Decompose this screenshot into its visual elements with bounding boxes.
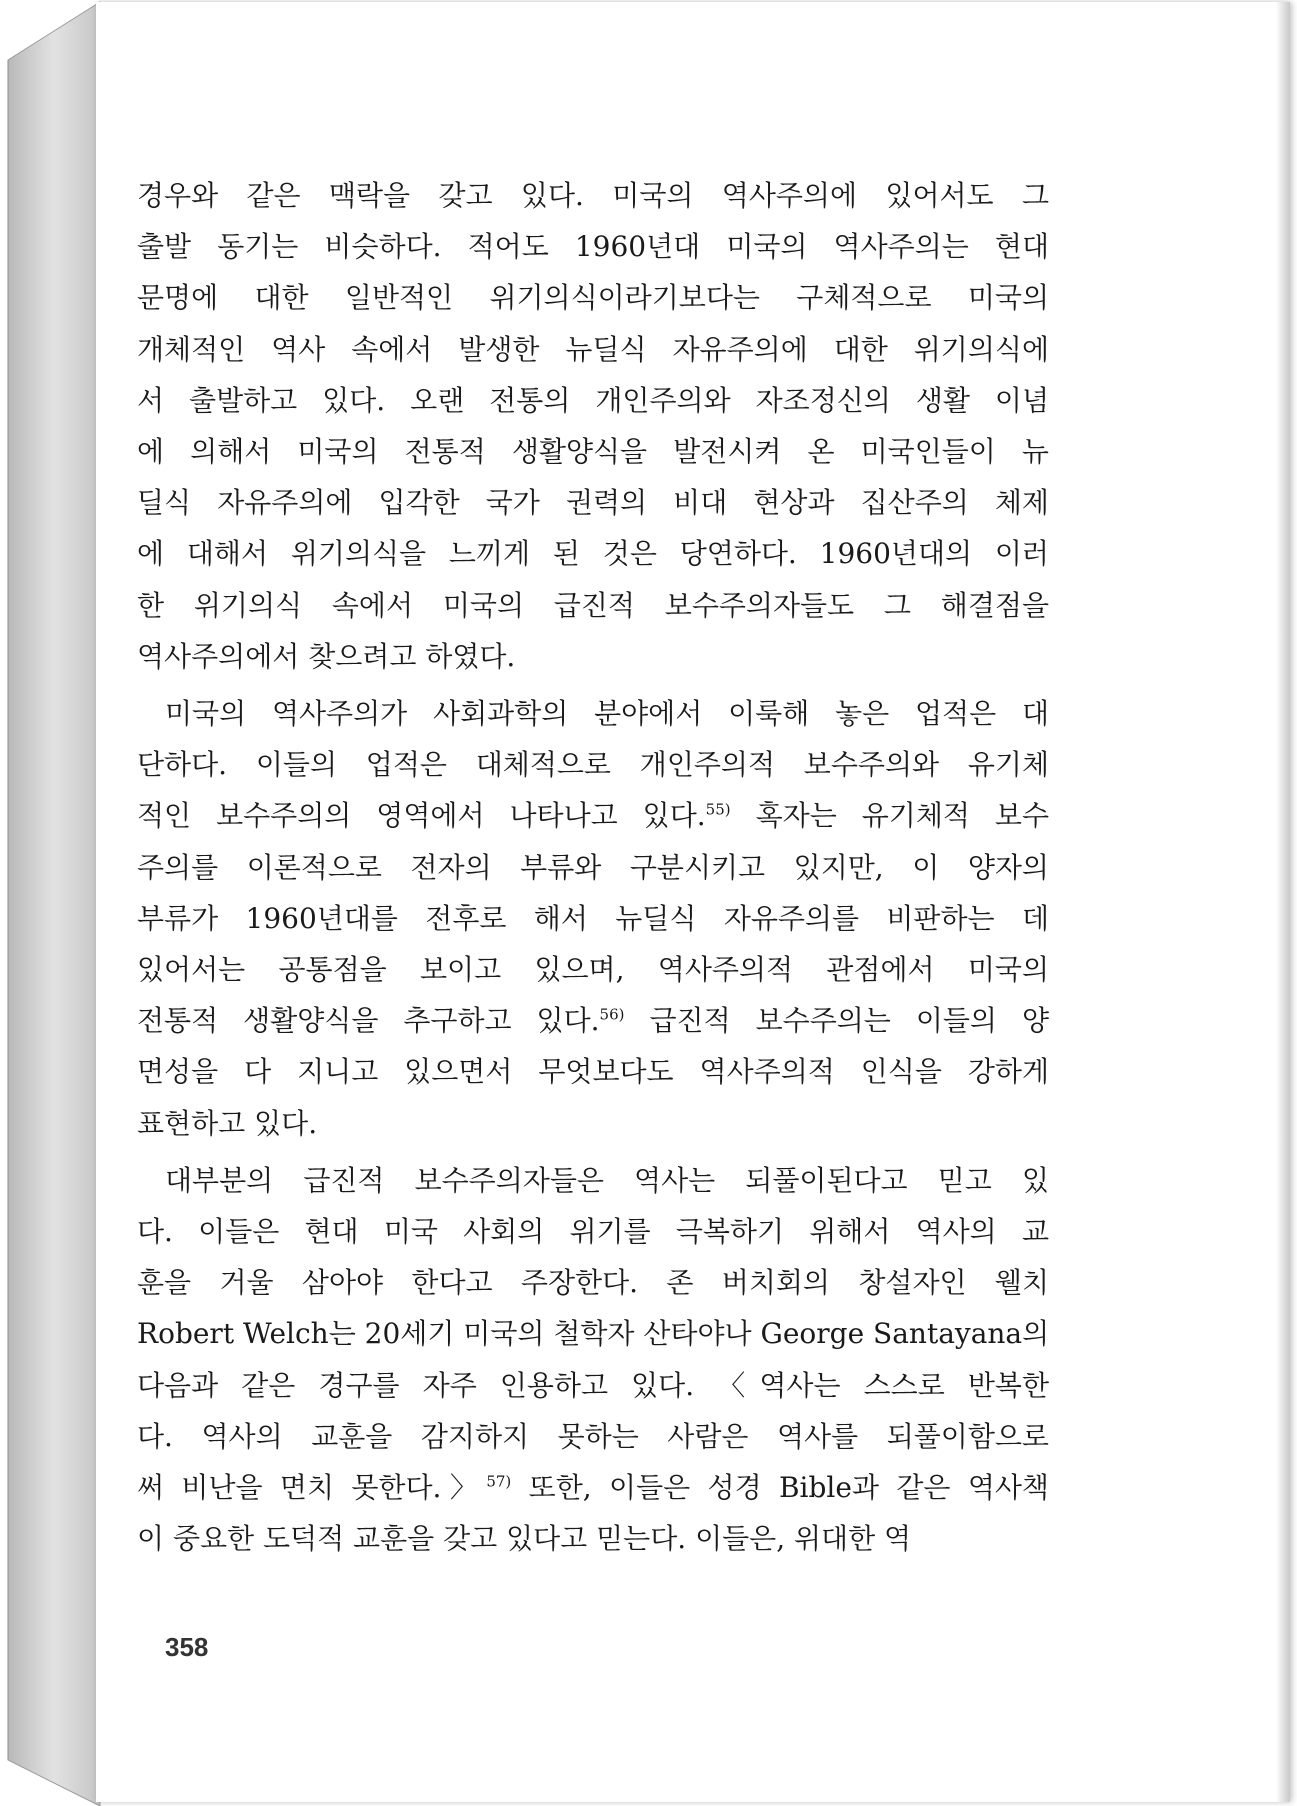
text-line: 부류가 1960년대를 전후로 해서 뉴딜식 자유주의를 비판하는 데	[137, 901, 1049, 935]
text-line: 다. 역사의 교훈을 감지하지 못하는 사람은 역사를 되풀이함으로	[137, 1419, 1049, 1453]
page-number: 358	[165, 1632, 209, 1662]
footnote-marker: 56)	[599, 1005, 625, 1024]
text-line: 적인 보수주의의 영역에서 나타나고 있다.$^{55)}$ 혹자는 유기체적 보수	[137, 799, 1049, 833]
footnote-marker: 57)	[486, 1472, 512, 1491]
text-line: 서 출발하고 있다. 오랜 전통의 개인주의와 자조정신의 생활 이념	[137, 383, 1049, 417]
paragraph	[137, 688, 1049, 1149]
text-line: 한 위기의식 속에서 미국의 급진적 보수주의자들도 그 해결점을	[137, 588, 1049, 622]
text-line: Robert Welch는 20세기 미국의 철학자 산타야나 George Santayana의	[137, 1317, 1050, 1351]
paragraph	[137, 170, 1049, 682]
text-line: 에 대해서 위기의식을 느끼게 된 것은 당연하다. 1960년대의 이러	[137, 537, 1049, 571]
text-line: 다. 이들은 현대 미국 사회의 위기를 극복하기 위해서 역사의 교	[137, 1215, 1049, 1249]
text-line: 훈을 거울 삼아야 한다고 주장한다. 존 버치회의 창설자인 웰치	[137, 1266, 1049, 1300]
text-line: 미국의 역사주의가 사회과학의 분야에서 이룩해 놓은 업적은 대	[165, 697, 1049, 731]
text-line: 전통적 생활양식을 추구하고 있다.$^{56)}$ 급진적 보수주의는 이들의 양	[137, 1004, 1049, 1038]
text-line: 이 중요한 도덕적 교훈을 갖고 있다고 믿는다. 이들은, 위대한 역	[137, 1522, 912, 1556]
text-line: 역사주의에서 찾으려고 하였다.	[137, 639, 516, 673]
text-line: 단하다. 이들의 업적은 대체적으로 개인주의적 보수주의와 유기체	[137, 748, 1049, 782]
body-text	[137, 170, 1049, 1564]
text-line: 개체적인 역사 속에서 발생한 뉴딜식 자유주의에 대한 위기의식에	[137, 332, 1049, 366]
text-line: 다음과 같은 경구를 자주 인용하고 있다. 〈역사는 스스로 반복한	[137, 1368, 1049, 1402]
text-line: 출발 동기는 비슷하다. 적어도 1960년대 미국의 역사주의는 현대	[137, 230, 1049, 264]
text-line: 대부분의 급진적 보수주의자들은 역사는 되풀이된다고 믿고 있	[165, 1163, 1049, 1197]
footnote-marker: 55)	[705, 801, 731, 820]
text-line: 경우와 같은 맥락을 갖고 있다. 미국의 역사주의에 있어서도 그	[137, 179, 1049, 212]
text-line: 딜식 자유주의에 입각한 국가 권력의 비대 현상과 집산주의 체제	[137, 486, 1049, 520]
text-line: 에 의해서 미국의 전통적 생활양식을 발전시켜 온 미국인들이 뉴	[137, 435, 1049, 469]
text-line: 있어서는 공통점을 보이고 있으며, 역사주의적 관점에서 미국의	[137, 953, 1049, 987]
text-line: 주의를 이론적으로 전자의 부류와 구분시키고 있지만, 이 양자의	[137, 850, 1049, 884]
paragraph	[137, 1155, 1049, 1565]
text-line: 문명에 대한 일반적인 위기의식이라기보다는 구체적으로 미국의	[137, 281, 1049, 315]
text-line: 써 비난을 면치 못한다.〉$^{57)}$ 또한, 이들은 성경 Bible과 같은 역사책	[137, 1471, 1049, 1505]
text-line: 표현하고 있다.	[137, 1106, 318, 1140]
page-edge-shadow	[1276, 2, 1290, 1802]
text-line: 면성을 다 지니고 있으면서 무엇보다도 역사주의적 인식을 강하게	[137, 1055, 1049, 1089]
